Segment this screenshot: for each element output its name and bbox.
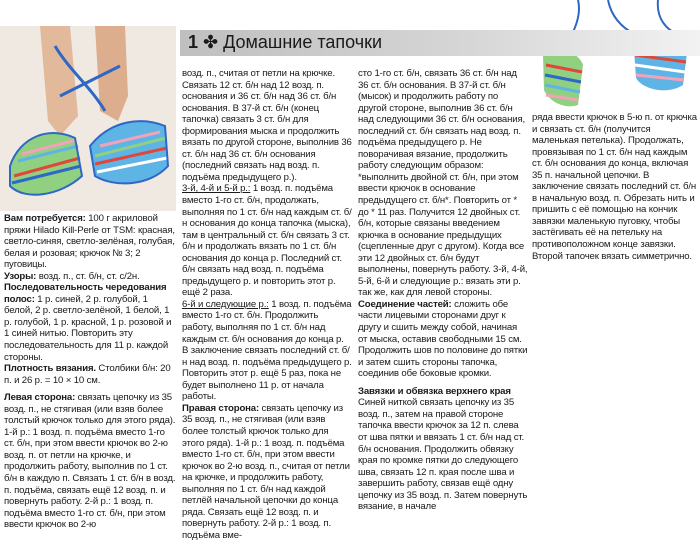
hanging-slippers-illustration xyxy=(538,0,700,112)
paragraph xyxy=(182,183,352,298)
paragraph-text: Столбики б/н: 20 п. и 26 р. = 10 × 10 см. xyxy=(4,363,171,386)
paragraph xyxy=(4,392,176,531)
title-bar xyxy=(180,30,700,56)
paragraph-text: 1 р. синей, 2 р. голубой, 1 белой, 2 р. светло-зелёной, 1 белой, 1 р. голубой, 1 р. красной, 1 р. розовой и 1 синей нитью. Повторить эту последовательность для 11 р. каждой стороны. xyxy=(4,293,172,363)
paragraph-text: сложить обе части лицевыми сторонами друг к другу и сшить между собой, начиная от мыска, оставив свободными 15 см. Продолжить шов по половине до пятки и затем сшить стороны тапочка, соединив обе боковые кромки. xyxy=(358,298,528,380)
section-heading: Завязки и обвязка верхнего края xyxy=(358,385,511,397)
paragraph xyxy=(358,299,528,380)
paragraph-text: 1 возд. п. подъёма вместо 1-го ст. б/н. Продолжить работу, выполняя по 1 ст. б/н над каждым ст. б/н основания до конца р. В заключение связать последний ст. б/н над возд. п. подъёма предыдущего р. Повторить этот р. ещё 5 раз, пока не будет выполнено 11 р. от начала работы. xyxy=(182,298,352,403)
photo-worn-slippers xyxy=(0,26,176,211)
paragraph-text: возд. п., считая от петли на крючке. Связать 12 ст. б/н над 12 возд. п. основания и 36 ст. б/н над 36 ст. б/н основания. В 37-й ст. б/н (конец тапочка) связать 3 ст. б/н для формирования мыска и продолжить вязать по другой стороне, выполнив 36 ст. б/н над 36 ст. б/н основания (последний связать над возд. п. подъёма предыдущего р.). xyxy=(182,68,352,183)
paragraph-text: связать цепочку из 35 возд. п., не стягивая (или взяв более толстый крючок только для этого ряда). 1-й р.: 1 возд. п. подъёма вместо 1-го ст. б/н, при этом ввести крючок во 2-ю возд. п. от петли на крючке, и продолжить работу, выполнив по 1 ст. б/н в каждую п. Связать 1 ст. б/н в возд. п. подъёма, связать ещё 12 возд. п. и повернуть работу. 2-й р.: 1 возд. п. подъёма вместо 1-го ст. б/н, при этом ввести крючок во 2-ю xyxy=(4,392,176,531)
text-column-1 xyxy=(4,213,176,560)
paragraph-heading xyxy=(358,386,528,398)
photo-hanging-slippers xyxy=(538,0,700,112)
paragraph xyxy=(182,68,352,183)
title-label: Домашние тапочки xyxy=(223,32,383,52)
text-column-3 xyxy=(358,68,528,560)
page-title xyxy=(188,32,382,53)
paragraph xyxy=(4,213,176,271)
paragraph-label: Узоры: xyxy=(4,270,37,282)
paragraph-label: Правая сторона: xyxy=(182,402,260,414)
paragraph-label: Левая сторона: xyxy=(4,392,76,404)
text-column-2 xyxy=(182,68,352,560)
paragraph-text: Синей ниткой связать цепочку из 35 возд. п., затем на правой стороне тапочка ввести крючок за 12 п. слева от шва пятки и ввязать 1 ст. б/н над ст. б/н основания. Продолжить обвязку края по кромке пятки до следующего шва, связать 12 п. края после шва и завершить работу, связав ещё одну цепочку из 35 возд. п. Затем повернуть вязание, в начале xyxy=(358,397,528,513)
title-number: 1 xyxy=(188,32,199,52)
paragraph-text: ряда ввести крючок в 5-ю п. от крючка и связать ст. б/н (получится маленькая петелька). Продолжать, провязывая по 1 ст. б/н над каждым ст. б/н основания до конца, включая 35 п. начальной цепочки. В заключение связать последний ст. б/н в начальную возд. п. Обрезать нить и пришить с её помощью на кончик завязки маленькую пуговку, чтобы застёгивать её на петельку на противоположном конце завязки. Второй тапочек вязать симметрично. xyxy=(532,112,697,262)
title-ornament: ✤ xyxy=(203,32,219,52)
paragraph-text: сто 1-го ст. б/н, связать 36 ст. б/н над 36 ст. б/н основания. В 37-й ст. б/н (мысок) и продолжить работу по другой стороне, выполнив 36 ст. б/н над следующими 36 ст. б/н основания, последний ст. б/н связать над возд. п. подъёма предыдущего р. Не поворачивая вязание, продолжить работу следующим образом: *выполнить двойной ст. б/н, при этом ввести крючок в основание предыдущего ст. б/н*. Повторить от * до * 11 раз. Получится 12 двойных ст. б/н, которые связаны введением крючка в основание предыдущих (сцепленные друг с другом). Когда все эти 12 двойных ст. б/н будут выполнены, повернуть работу. 3-й, 4-й, 5-й, 6-й и следующие р.: вязать эти р. так же, как для левой стороны. xyxy=(358,68,528,299)
paragraph xyxy=(358,68,528,299)
paragraph xyxy=(182,403,352,542)
paragraph xyxy=(4,271,176,283)
paragraph-text: связать цепочку из 35 возд. п., не стягивая (или взяв более толстый крючок только для этого ряда). 1-й р.: 1 возд. п. подъёма вместо 1-го ст. б/н, при этом ввести крючок во 2-ю возд. п., считая от петли на крючке, и продолжить работу, выполняя по 1 ст. б/н над каждой петлёй начальной цепочки до конца ряда. Связать ещё 12 возд. п. и повернуть работу. 2-й р.: 1 возд. п. подъёма вме- xyxy=(182,402,350,541)
paragraph-label: 6-й и следующие р.: xyxy=(182,298,269,310)
paragraph-label: 3-й, 4-й и 5-й р.: xyxy=(182,183,251,195)
paragraph xyxy=(4,363,176,386)
paragraph-label: Плотность вязания. xyxy=(4,363,96,375)
paragraph-text: возд. п., ст. б/н, ст. с/2н. xyxy=(36,270,140,282)
worn-slippers-illustration xyxy=(0,26,176,211)
paragraph-label: Соединение частей: xyxy=(358,298,452,310)
text-column-4 xyxy=(532,112,698,312)
paragraph-text: 1 возд. п. подъёма вместо 1-го ст. б/н, продолжать, выполняя по 1 ст. б/н над каждым ст. б/н основания до конца тапочка (мыска), там в центральный ст. б/н связать 3 ст. б/н и продолжать вязать по 1 ст. б/н основания до конца р. Последний ст. б/н связать над возд. п. подъёма предыдущего р. и повторить этот р. ещё 2 раза. xyxy=(182,183,352,299)
paragraph xyxy=(4,282,176,363)
paragraph-label: Последовательность чередования полос: xyxy=(4,282,167,305)
paragraph xyxy=(182,299,352,403)
paragraph-label: Вам потребуется: xyxy=(4,213,86,224)
paragraph xyxy=(358,397,528,512)
paragraph xyxy=(532,112,698,262)
paragraph-text: 100 г акриловой пряжи Hilado Kill-Perle от TSM: красная, светло-синяя, светло-зелёная, голубая, белая и розовая; крючок № 3; 2 пуговицы. xyxy=(4,213,175,271)
